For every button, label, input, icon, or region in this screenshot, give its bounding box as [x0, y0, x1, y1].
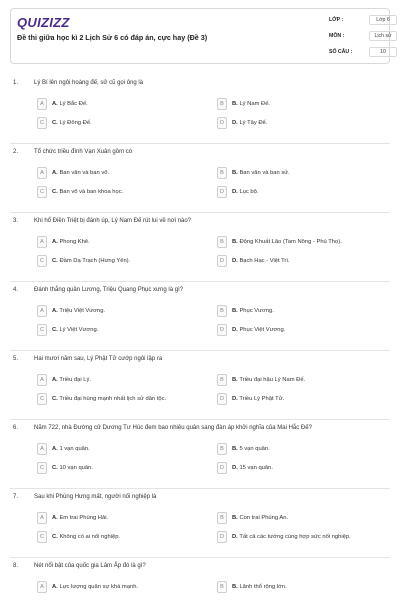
option-answer: Lực lượng quân sự khá mạnh. [59, 584, 139, 590]
question-text: Lý Bí lên ngôi hoàng đế, sử cũ gọi ông là [34, 80, 144, 86]
option-answer: Lãnh thổ rộng lớn. [239, 584, 287, 590]
option-answer: 5 vạn quân. [239, 446, 270, 452]
option-prefix: B. [232, 584, 238, 590]
option-prefix: A. [52, 170, 58, 176]
option-prefix: B. [232, 377, 238, 383]
option-answer: Lục bộ. [239, 189, 259, 195]
option-text [52, 101, 222, 107]
answer-option-b[interactable] [217, 443, 367, 455]
answer-option-d[interactable] [217, 462, 367, 474]
option-answer: 15 vạn quân. [239, 465, 273, 471]
option-letter-box: B [217, 98, 227, 110]
option-prefix: B. [232, 515, 238, 521]
option-letter-box: C [37, 255, 47, 267]
option-text [52, 446, 222, 452]
option-letter-box: C [37, 531, 47, 543]
option-text [52, 239, 222, 245]
option-answer: Tất cả các tướng cùng hợp sức nối nghiệp. [239, 534, 351, 540]
answer-option-a[interactable] [37, 374, 187, 386]
option-letter-box: C [37, 324, 47, 336]
option-letter-box: C [37, 462, 47, 474]
option-prefix: A. [52, 377, 58, 383]
question-text: Nét nổi bật của quốc gia Lâm Ấp đó là gì? [34, 563, 146, 569]
option-prefix: A. [52, 584, 58, 590]
answer-option-b[interactable] [217, 305, 367, 317]
option-answer: Phục Vương. [239, 308, 274, 314]
option-letter-box: A [37, 581, 47, 593]
option-answer: Em trai Phùng Hải. [59, 515, 109, 521]
option-answer: Lý Việt Vương. [59, 327, 99, 333]
option-text [232, 446, 400, 452]
option-prefix: B. [232, 446, 238, 452]
option-answer: Phục Việt Vương. [239, 327, 286, 333]
option-prefix: D. [232, 534, 238, 540]
question-item [10, 149, 390, 209]
option-letter-box: A [37, 443, 47, 455]
option-text [232, 465, 400, 471]
option-answer: Con trai Phùng An. [239, 515, 289, 521]
option-letter-box: C [37, 393, 47, 405]
option-letter-box: B [217, 443, 227, 455]
question-number: 8. [13, 563, 19, 569]
option-text [52, 515, 222, 521]
option-prefix: B. [232, 101, 238, 107]
question-divider [10, 488, 390, 489]
option-answer: Triều đại hậu Lý Nam Đế. [239, 377, 306, 383]
question-count-label: SỐ CÂU : [329, 49, 353, 55]
option-text [232, 396, 400, 402]
option-letter-box: C [37, 117, 47, 129]
question-item [10, 287, 390, 347]
answer-option-b[interactable] [217, 581, 367, 593]
answer-option-a[interactable] [37, 98, 187, 110]
answer-option-d[interactable] [217, 393, 367, 405]
option-answer: Lý Đông Đế. [59, 120, 92, 126]
question-number: 1. [13, 80, 19, 86]
option-letter-box: B [217, 581, 227, 593]
option-text [232, 189, 400, 195]
question-text: Hai mươi năm sau, Lý Phật Tử cướp ngôi lập ra [34, 356, 163, 362]
answer-option-b[interactable] [217, 98, 367, 110]
option-prefix: A. [52, 101, 58, 107]
option-answer: Đầm Dạ Trạch (Hưng Yên). [59, 258, 131, 264]
option-prefix: B. [232, 308, 238, 314]
option-prefix: C. [52, 120, 58, 126]
question-divider [10, 143, 390, 144]
option-letter-box: C [37, 186, 47, 198]
option-text [52, 170, 222, 176]
option-answer: Triều đại Lý. [59, 377, 92, 383]
question-count-value: 10 [369, 47, 397, 57]
option-prefix: D. [232, 120, 238, 126]
option-text [52, 258, 222, 264]
option-prefix: D. [232, 465, 238, 471]
option-answer: Phong Khê. [59, 239, 90, 245]
option-prefix: C. [52, 327, 58, 333]
option-letter-box: A [37, 305, 47, 317]
question-text: Đánh thắng quân Lương, Triệu Quang Phục xưng là gì? [34, 287, 184, 293]
question-item [10, 563, 390, 600]
question-item [10, 80, 390, 140]
option-letter-box: B [217, 236, 227, 248]
option-text [52, 120, 222, 126]
option-answer: Ban võ và ban khoa học. [59, 189, 124, 195]
option-letter-box: D [217, 324, 227, 336]
option-answer: Ban văn và ban sử. [239, 170, 290, 176]
answer-option-d[interactable] [217, 255, 367, 267]
option-answer: Lý Bắc Đế. [59, 101, 88, 107]
answer-option-b[interactable] [217, 512, 367, 524]
option-letter-box: B [217, 374, 227, 386]
option-letter-box: A [37, 236, 47, 248]
question-text: Sau khi Phùng Hưng mất, người nối nghiệp là [34, 494, 157, 500]
option-text [52, 534, 222, 540]
option-letter-box: D [217, 117, 227, 129]
class-value: Lớp 6 [369, 15, 397, 25]
option-prefix: C. [52, 534, 58, 540]
question-divider [10, 281, 390, 282]
question-number: 2. [13, 149, 19, 155]
option-letter-box: B [217, 305, 227, 317]
option-answer: Triều Lý Phật Tử. [239, 396, 285, 402]
question-item [10, 425, 390, 485]
quiz-title: Đề thi giữa học kì 2 Lịch Sử 6 có đáp án, cực hay (Đề 3) [17, 33, 208, 42]
answer-option-d[interactable] [217, 117, 367, 129]
answer-option-b[interactable] [217, 374, 367, 386]
answer-option-c[interactable] [37, 255, 187, 267]
option-prefix: D. [232, 327, 238, 333]
option-prefix: D. [232, 189, 238, 195]
option-text [232, 515, 400, 521]
question-number: 7. [13, 494, 19, 500]
answer-option-c[interactable] [37, 117, 187, 129]
option-text [232, 308, 400, 314]
option-text [52, 396, 222, 402]
option-prefix: B. [232, 170, 238, 176]
answer-option-c[interactable] [37, 393, 187, 405]
question-divider [10, 557, 390, 558]
answer-option-d[interactable] [217, 324, 367, 336]
option-letter-box: A [37, 374, 47, 386]
subject-label: MÔN : [329, 33, 345, 39]
option-text [52, 377, 222, 383]
option-prefix: C. [52, 465, 58, 471]
option-text [52, 465, 222, 471]
question-text: Khi hổ Điền Triệt bị đánh úp, Lý Nam Đế rút lui về nơi nào? [34, 218, 192, 224]
question-number: 3. [13, 218, 19, 224]
option-prefix: A. [52, 239, 58, 245]
option-text [52, 327, 222, 333]
question-number: 6. [13, 425, 19, 431]
quiz-header [10, 8, 390, 64]
option-answer: 10 vạn quân. [59, 465, 93, 471]
option-prefix: C. [52, 189, 58, 195]
option-letter-box: D [217, 531, 227, 543]
option-text [52, 584, 222, 590]
answer-option-c[interactable] [37, 324, 187, 336]
option-letter-box: A [37, 167, 47, 179]
option-answer: Động Khuất Lão (Tam Nông - Phú Thọ). [239, 239, 342, 245]
answer-option-d[interactable] [217, 186, 367, 198]
question-item [10, 218, 390, 278]
option-text [232, 170, 400, 176]
option-answer: Bạch Hạc - Việt Trì. [239, 258, 290, 264]
option-answer: 1 vạn quân. [59, 446, 90, 452]
option-answer: Ban văn và ban võ. [59, 170, 110, 176]
answer-option-c[interactable] [37, 462, 187, 474]
option-text [52, 189, 222, 195]
answer-option-b[interactable] [217, 167, 367, 179]
option-letter-box: A [37, 512, 47, 524]
option-text [232, 377, 400, 383]
question-divider [10, 212, 390, 213]
subject-value: Lịch sử [369, 31, 397, 41]
option-answer: Không có ai nối nghiệp. [59, 534, 121, 540]
answer-option-a[interactable] [37, 512, 187, 524]
question-item [10, 494, 390, 554]
question-text: Tổ chức triều đình Vạn Xuân gồm có [34, 149, 133, 155]
option-letter-box: D [217, 255, 227, 267]
quizizz-logo: QUIZIZZ [17, 15, 70, 30]
option-prefix: A. [52, 308, 58, 314]
option-answer: Triệu Việt Vương. [59, 308, 106, 314]
answer-option-c[interactable] [37, 531, 187, 543]
option-prefix: B. [232, 239, 238, 245]
option-text [232, 258, 400, 264]
answer-option-a[interactable] [37, 305, 187, 317]
option-letter-box: D [217, 462, 227, 474]
option-answer: Triều đại hùng mạnh nhất lịch sử dân tộc. [59, 396, 167, 402]
option-letter-box: A [37, 98, 47, 110]
option-text [232, 101, 400, 107]
option-text [232, 239, 400, 245]
option-letter-box: B [217, 167, 227, 179]
option-prefix: C. [52, 258, 58, 264]
option-text [52, 308, 222, 314]
option-letter-box: B [217, 512, 227, 524]
option-prefix: C. [52, 396, 58, 402]
option-answer: Lý Nam Đế. [239, 101, 271, 107]
option-prefix: D. [232, 258, 238, 264]
answer-option-a[interactable] [37, 443, 187, 455]
option-text [232, 327, 400, 333]
option-text [232, 584, 400, 590]
option-text [232, 120, 400, 126]
question-number: 5. [13, 356, 19, 362]
question-divider [10, 419, 390, 420]
option-prefix: D. [232, 396, 238, 402]
answer-option-c[interactable] [37, 186, 187, 198]
answer-option-a[interactable] [37, 236, 187, 248]
question-item [10, 356, 390, 416]
class-label: LỚP : [329, 17, 344, 23]
answer-option-d[interactable] [217, 531, 367, 543]
option-prefix: A. [52, 446, 58, 452]
option-prefix: A. [52, 515, 58, 521]
option-letter-box: D [217, 393, 227, 405]
answer-option-b[interactable] [217, 236, 367, 248]
question-number: 4. [13, 287, 19, 293]
option-letter-box: D [217, 186, 227, 198]
option-text [232, 534, 400, 540]
question-divider [10, 350, 390, 351]
answer-option-a[interactable] [37, 581, 187, 593]
answer-option-a[interactable] [37, 167, 187, 179]
option-answer: Lý Tây Đế. [239, 120, 268, 126]
question-text: Năm 722, nhà Đường cử Dương Tư Húc đem bao nhiêu quân sang đàn áp khởi nghĩa của Mai Hắc Đế? [34, 425, 312, 431]
